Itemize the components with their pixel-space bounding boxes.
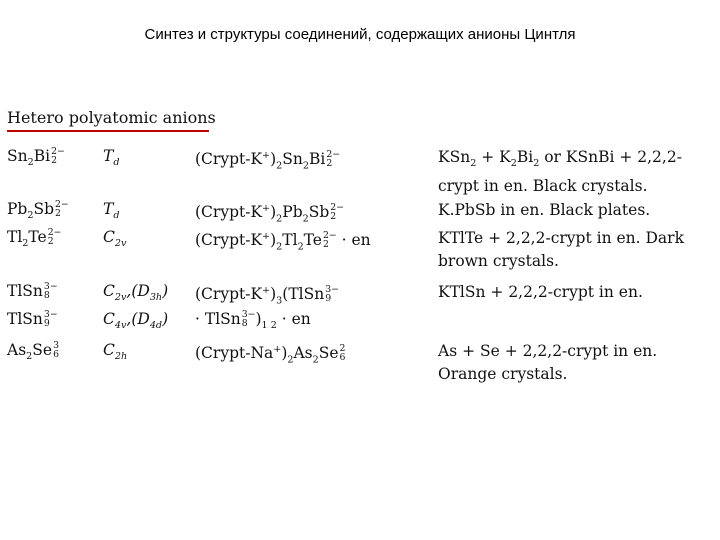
synthesis-note: As + Se + 2,2,2-crypt in en. Orange crystals. bbox=[438, 342, 658, 383]
point-group: $C_{2v}$ bbox=[103, 228, 127, 250]
synthesis-note: $KSn_2 + K_2Bi_2$ or KSnBi + 2,2,2-crypt in en. Black crystals. bbox=[438, 148, 682, 196]
point-group: $T_d$ bbox=[103, 200, 120, 222]
compound-formula: $(Crypt-K^+)_3(TlSn$ 3− 9 bbox=[195, 284, 339, 307]
compound-formula: · TlSn 3− 8 )$_{1 2}$ · en bbox=[195, 309, 311, 332]
compound-formula: $(Crypt-K^+)_2Tl_2Te$ 2− 2 · en bbox=[195, 230, 371, 253]
point-group: $C_{2h}$ bbox=[103, 341, 128, 363]
anion-formula: $Pb_2Sb$ 2− 2 bbox=[7, 199, 69, 222]
synthesis-note: K.PbSb in en. Black plates. bbox=[438, 201, 651, 219]
anion-formula: $Tl_2Te$ 2− 2 bbox=[7, 227, 62, 250]
slide-title: Синтез и структуры соединений, содержащих анионы Цинтля bbox=[144, 26, 576, 43]
anion-formula: TlSn 3− 9 bbox=[7, 309, 58, 329]
section-title: Hetero polyatomic anions bbox=[7, 108, 216, 127]
anion-formula: TlSn 3− 8 bbox=[7, 281, 58, 301]
synthesis-note: KTlTe + 2,2,2-crypt in en. Dark brown crystals. bbox=[438, 229, 684, 270]
point-group: $C_{4v},(D_{4d})$ bbox=[103, 310, 169, 332]
title-underline bbox=[7, 130, 209, 132]
compound-formula: $(Crypt-K^+)_2Pb_2Sb$ 2− 2 bbox=[195, 202, 344, 225]
anion-formula: $Sn_2Bi$ 2− 2 bbox=[7, 146, 65, 169]
synthesis-note: KTlSn + 2,2,2-crypt in en. bbox=[438, 283, 643, 301]
anion-formula: $As_2Se$ 3 6 bbox=[7, 340, 59, 363]
point-group: $C_{2v},(D_{3h})$ bbox=[103, 282, 169, 304]
point-group: $T_d$ bbox=[103, 147, 120, 169]
compound-formula: $(Crypt-K^+)_2Sn_2Bi$ 2− 2 bbox=[195, 149, 341, 172]
compound-formula: $(Crypt-Na^+)_2As_2Se$ 2 6 bbox=[195, 343, 346, 366]
